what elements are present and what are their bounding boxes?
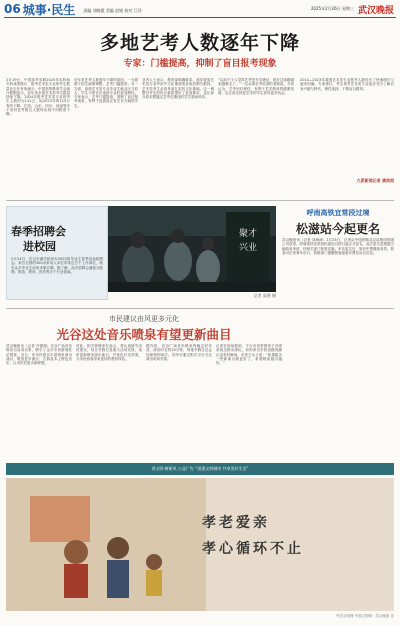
- header-right: [311, 3, 394, 15]
- public-service-strip: 讲文明·树新风 公益广告 “创建文明城市 共享美好生活”: [6, 463, 394, 475]
- page-header: [4, 2, 142, 16]
- second-col-3: 据介绍，光谷广场音乐喷泉每晚定时开放，演出时长约20分钟，每逢节假日还会加演特别场次。市民可通过相关平台关注演出时间安排。: [146, 344, 212, 361]
- lead-col-3: 业内人士表示，教育部明确要求，逐步提高艺术类专业考试中文化课成绩录取控制分数线，艺术类考生必须具备扎实的文化基础。这一调整对考生的综合素质提出了更高要求，也让部分原本想通过艺考走捷径的学生望而却步。: [142, 78, 214, 100]
- hotline-kicker: 呼南高铁宜常段过境: [306, 209, 370, 217]
- job-fair-photo: [108, 206, 276, 292]
- second-headline: 光谷这处音乐喷泉有望更新曲目: [56, 327, 232, 342]
- lead-subhead: 专家：门槛提高，抑制了盲目报考现象: [123, 59, 277, 69]
- newspaper-logo: 武汉晚报: [357, 5, 394, 16]
- feature-title-2: 进校园: [23, 240, 56, 253]
- hotline-title: 松滋站今起更名: [295, 222, 380, 236]
- lead-author: 九派新闻记者 龚浩雨: [356, 178, 394, 183]
- hotline-body: 武汉晚报讯（记者 刘海涛）2月25日，记者从中国铁路武汉局集团有限公司获悉，呼南高铁宜常段松滋站自即日起正式更名。此次更名是根据当地政府申请，经相关部门批准实施。车站更名后，原有车票继续有效，旅客可正常乘车出行，铁路部门提醒旅客留意车票及站名信息。: [282, 238, 394, 255]
- photo-caption: 记者 高勇 摄: [253, 293, 276, 298]
- second-col-4: 记者在现场看到，不少市民带着孩子在喷泉周边散步游玩，有的拿出手机拍摄视频记录美好瞬间。市民王女士说：“如果能多一些新曲目就更好了，希望喷泉越办越好。”: [216, 344, 282, 366]
- divider: [6, 200, 394, 201]
- second-kicker: 市民建议由风更多元化: [109, 315, 179, 323]
- page-number: 06: [4, 2, 21, 16]
- second-col-1: 武汉晚报讯（记者 许德翔）光谷广场音乐喷泉自启用以来，吸引了众多市民游客驻足观赏。近日，有市民建议丰富喷泉演出曲目，增加更多流行、古典及本土特色音乐，让市民有更多新鲜感。: [6, 344, 72, 366]
- feature-box: [6, 206, 108, 300]
- lead-col-5: 2014—2023年我国艺术类专业报考人数经历了快速增长与逐步回落。专家建议，考生报考艺术类专业前应充分了解自身兴趣与特长，理性选择，不要盲目跟风。: [300, 78, 394, 91]
- header-rule: [4, 17, 396, 18]
- svg-text:兴业: 兴业: [238, 243, 258, 253]
- editors-line: 责编 刘晓霞 美编 赵媛 校对 江洋: [83, 7, 142, 13]
- lead-headline: 多地艺考人数逐年下降: [99, 32, 300, 54]
- feature-photo: [108, 206, 276, 292]
- ad-line-1: 孝老爱亲: [202, 515, 270, 531]
- divider-2: [6, 308, 394, 309]
- svg-text:聚才: 聚才: [238, 229, 258, 239]
- ad-line-2: 孝心循环不止: [202, 541, 304, 557]
- family-illustration: [6, 478, 394, 611]
- feature-title-1: 春季招聘会: [11, 225, 66, 238]
- lead-col-4: “以前不少人觉得艺考是升学捷径，现在这条路越来越难走了。”一位从事艺考培训的老师说。专家认为，艺考回归理性，有利于艺术教育的健康发展，也让真正热爱艺术的学生获得更多机会。: [218, 78, 294, 95]
- footer-credit: 中国文明网 中国文明网 · 武汉晚报 宣: [335, 614, 394, 618]
- section-name: 城事·民生: [22, 2, 76, 17]
- feature-body: 2月24日，武汉东湖学院举办2025届毕业生春季双选招聘会。来自全国的300余家用人单位带来近万个工作岗位，吸引众多毕业生前来求职应聘。据了解，此次招聘会涵盖互联网、制造、教育、医药等多个行业领域。: [11, 257, 103, 274]
- lead-col-2: 近年来艺考人数逐年下降的原因，一方面源于招生政策调整，艺考门槛提高；另一方面，高校艺术类专业毕业生就业压力较大，学生与家长在选择专业时更加理性。专家表示，艺考门槛提高，抑制了盲目报考现象，有利于选拔真正有艺术天赋的学生。: [74, 78, 138, 108]
- issue-date: 2025年2月26日 星期三: [310, 6, 354, 11]
- public-ad: [6, 478, 394, 611]
- second-col-2: 对此，相关管理单位表示，将认真研究市民建议，结合节假日及重大活动安排，适时更新喷泉演出曲目，并优化灯光效果，为市民游客带来更好的观赏体验。: [76, 344, 142, 361]
- lead-col-1: 2月19日，中国高考求职2025年本科和专科成绩统计，报考艺术类专业的考生数量比去年有所减少。中国高等教育学会统计数据显示，近年来全国艺术类考生数量持续下降。2024年报考艺术类专业的考生人数约为112万，较2023年的115万有所下降。江西、山东、四川、河南等多个省份艺考报名人数均出现不同程度下降。: [6, 78, 70, 117]
